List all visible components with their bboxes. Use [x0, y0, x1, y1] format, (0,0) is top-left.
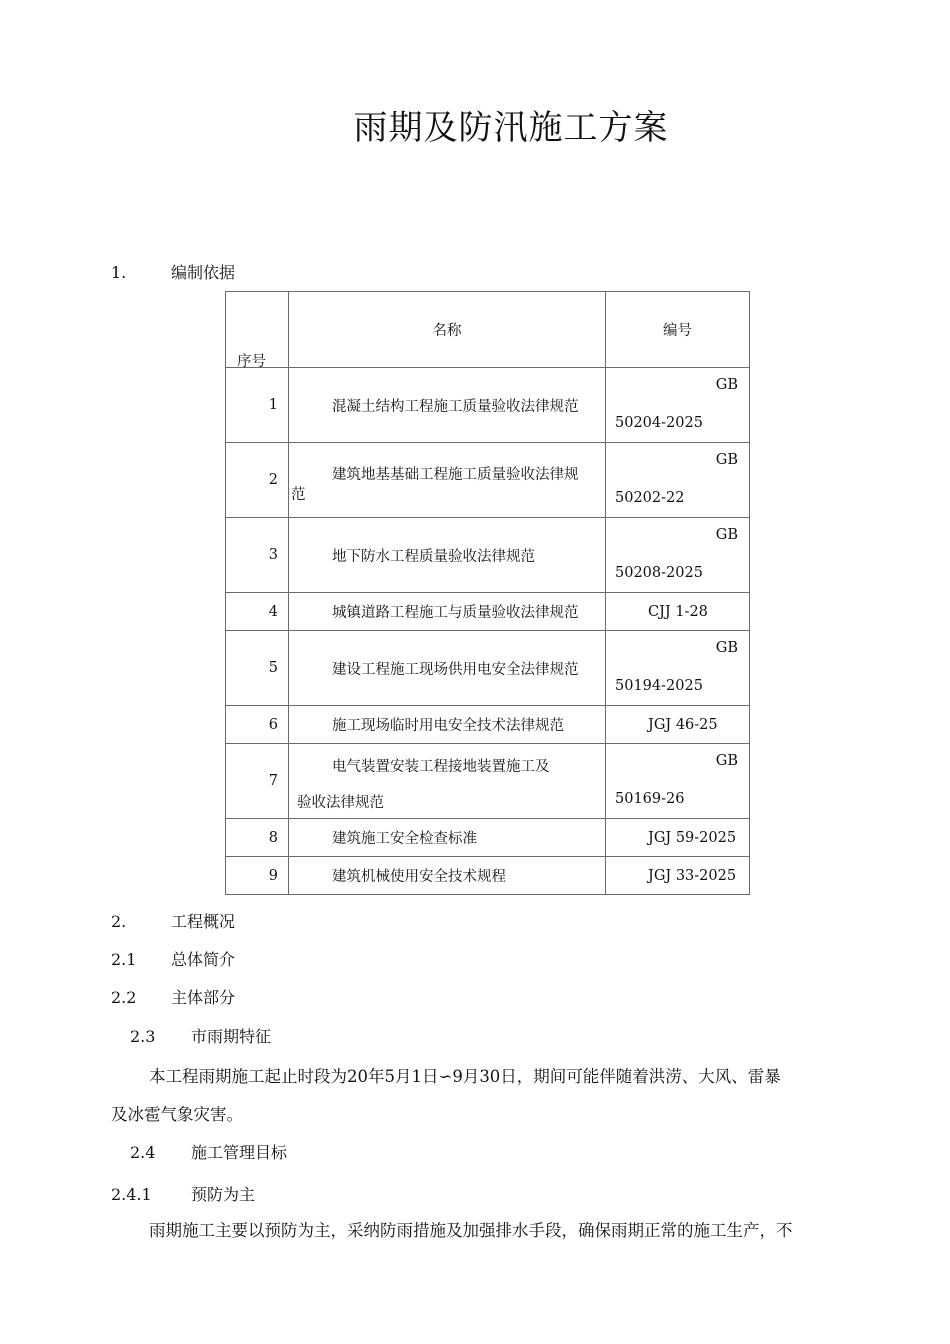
row-seq: 4 — [268, 603, 278, 620]
row-code-line-2: 50169-26 — [615, 791, 685, 807]
section-label: 工程概况 — [171, 912, 236, 931]
row-seq: 8 — [268, 829, 278, 846]
row-name-line-2: 范 — [291, 487, 306, 503]
section-number: 2.2 — [111, 988, 137, 1007]
section-label: 预防为主 — [191, 1185, 256, 1204]
row-code-line-2: 50194-2025 — [615, 678, 703, 694]
table-header-row — [226, 292, 750, 368]
row-seq: 9 — [268, 867, 278, 884]
section-number: 2.3 — [130, 1027, 156, 1046]
row-code-line-2: 50208-2025 — [615, 565, 703, 581]
rain-paragraph-line-1: 本工程雨期施工起止时段为20年5月1日∽9月30日，期间可能伴随着洪涝、大风、雷暴 — [149, 1067, 781, 1086]
row-seq-cell — [226, 368, 289, 443]
row-name-line-1: 建筑地基基础工程施工质量验收法律规 — [332, 467, 579, 483]
row-name-cell — [289, 368, 606, 443]
row-code-cell — [606, 443, 750, 518]
row-code-cell — [606, 631, 750, 706]
header-seq-label: 序号 — [237, 354, 266, 370]
row-seq-cell — [226, 518, 289, 593]
section-number: 2.4 — [130, 1143, 156, 1162]
row-seq-cell — [226, 819, 289, 857]
row-code: CJJ 1-28 — [648, 603, 708, 620]
row-code-cell — [606, 368, 750, 443]
row-name-cell — [289, 819, 606, 857]
table-row — [226, 443, 750, 518]
row-code-line-2: 50202-22 — [615, 490, 685, 506]
row-name: 混凝土结构工程施工质量验收法律规范 — [332, 398, 579, 415]
row-name: 建设工程施工现场供用电安全法律规范 — [332, 661, 579, 678]
section-number: 2. — [111, 912, 127, 931]
row-name-line-2: 验收法律规范 — [297, 795, 384, 811]
table-row — [226, 368, 750, 443]
header-code-label: 编号 — [663, 323, 692, 339]
header-name-label: 名称 — [432, 323, 462, 339]
row-seq-cell — [226, 857, 289, 895]
row-name: 地下防水工程质量验收法律规范 — [332, 548, 535, 565]
row-name-cell — [289, 857, 606, 895]
section-label: 总体简介 — [171, 950, 236, 969]
row-name-cell — [289, 518, 606, 593]
document-title: 雨期及防汛施工方案 — [353, 108, 669, 148]
row-seq: 5 — [268, 660, 278, 676]
row-code-cell — [606, 593, 750, 631]
row-name: 施工现场临时用电安全技术法律规范 — [332, 718, 564, 734]
rain-paragraph-line-2: 及冰雹气象灾害。 — [111, 1105, 243, 1124]
row-code: JGJ 46-25 — [648, 716, 718, 733]
header-code — [606, 292, 750, 368]
section-number: 2.4.1 — [111, 1185, 152, 1204]
row-name-cell — [289, 631, 606, 706]
row-seq-cell — [226, 593, 289, 631]
table-row — [226, 819, 750, 857]
row-seq-cell — [226, 706, 289, 744]
row-code-line-1: GB — [715, 452, 738, 468]
row-code-line-1: GB — [715, 527, 738, 543]
section-label: 施工管理目标 — [191, 1143, 288, 1162]
prevention-paragraph-line-1: 雨期施工主要以预防为主，采纳防雨措施及加强排水手段，确保雨期正常的施工生产，不 — [149, 1221, 793, 1240]
row-code: JGJ 59-2025 — [648, 829, 737, 846]
row-seq-cell — [226, 631, 289, 706]
table-row — [226, 857, 750, 895]
table-row — [226, 518, 750, 593]
section-label: 主体部分 — [171, 988, 236, 1007]
row-seq: 6 — [268, 716, 278, 733]
row-seq: 2 — [268, 472, 278, 488]
row-name-cell — [289, 744, 606, 819]
row-code-cell — [606, 857, 750, 895]
row-name-cell — [289, 706, 606, 744]
section-number: 1. — [111, 263, 127, 282]
row-code-cell — [606, 706, 750, 744]
row-seq-cell — [226, 744, 289, 819]
row-code-cell — [606, 819, 750, 857]
table-row — [226, 631, 750, 706]
row-code: JGJ 33-2025 — [648, 867, 737, 884]
row-seq: 3 — [268, 547, 278, 563]
table-row — [226, 744, 750, 819]
row-code-cell — [606, 744, 750, 819]
row-code-line-1: GB — [715, 377, 738, 393]
table-row — [226, 593, 750, 631]
standards-table — [225, 291, 750, 895]
row-name: 建筑施工安全检查标准 — [332, 831, 477, 847]
table-row — [226, 706, 750, 744]
row-code-line-1: GB — [715, 640, 738, 656]
row-code-line-1: GB — [715, 753, 738, 769]
row-name-line-1: 电气装置安装工程接地装置施工及 — [332, 759, 550, 775]
section-label: 市雨期特征 — [191, 1027, 272, 1046]
row-name-cell — [289, 593, 606, 631]
row-name: 建筑机械使用安全技术规程 — [332, 869, 506, 885]
row-code-cell — [606, 518, 750, 593]
section-label: 编制依据 — [171, 263, 236, 282]
row-seq-cell — [226, 443, 289, 518]
row-seq: 1 — [268, 397, 278, 413]
row-name: 城镇道路工程施工与质量验收法律规范 — [332, 605, 579, 621]
row-name-cell — [289, 443, 606, 518]
row-seq: 7 — [268, 773, 278, 789]
row-code-line-2: 50204-2025 — [615, 415, 703, 431]
header-name — [289, 292, 606, 368]
section-number: 2.1 — [111, 950, 137, 969]
header-seq — [226, 292, 289, 368]
